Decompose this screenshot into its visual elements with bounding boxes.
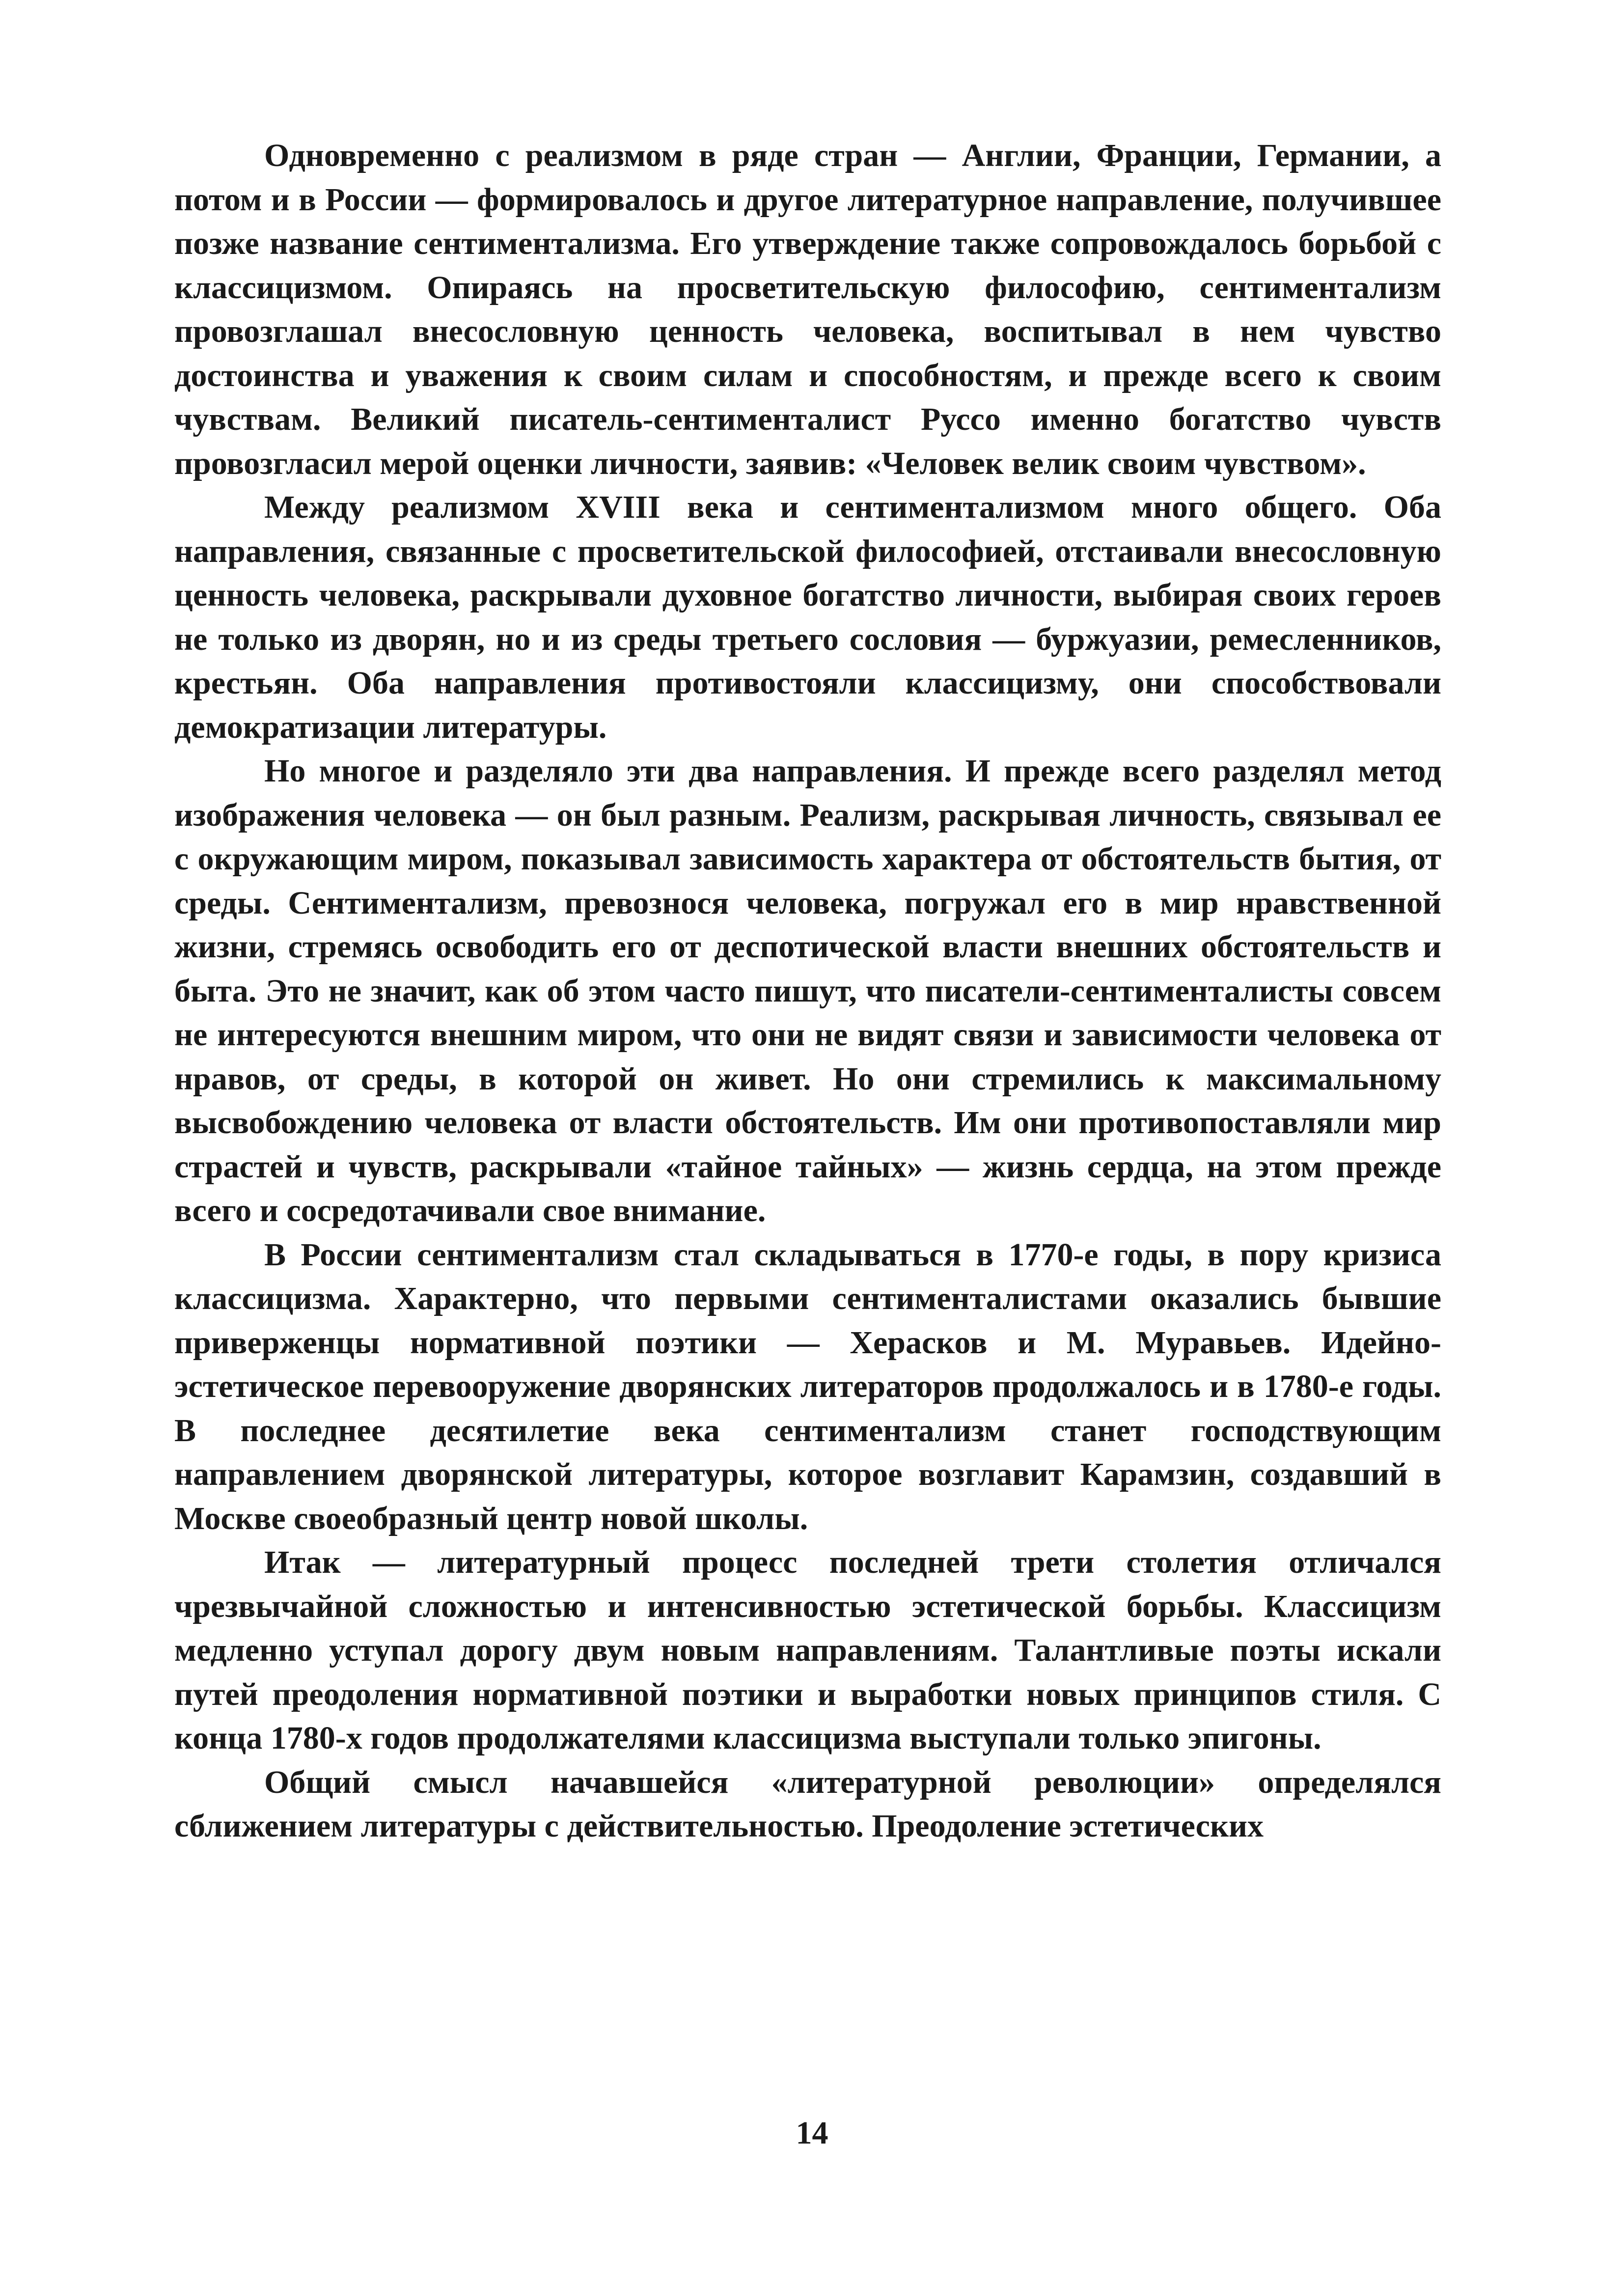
main-text [174,134,1441,1848]
paragraph-6: Общий смысл начавшейся «литературной революции» определялся сближением литературы с действительностью. Преодоление эстетических [174,1764,1441,1844]
paragraph-4: В России сентиментализм стал складываться в 1770-е годы, в пору кризиса классицизма. Характерно, что первыми сентименталистами оказались бывшие приверженцы нормативной поэтики — Херасков и М. Муравьев. Идейно-эстетическое перевооружение дворянских литераторов продолжалось и в 1780-е годы. В последнее десятилетие века сентиментализм станет господствующим направлением дворянской литературы, которое возглавит Карамзин, создавший в Москве своеобразный центр новой школы. [174,1236,1441,1536]
page-number: 14 [796,2115,828,2151]
paragraph-1: Одновременно с реализмом в ряде стран — Англии, Франции, Германии, а потом и в России — формировалось и другое литературное направление, получившее позже название сентиментализма. Его утверждение также сопровождалось борьбой с классицизмом. Опираясь на просветительскую философию, сентиментализм провозглашал внесословную ценность человека, воспитывал в нем чувство достоинства и уважения к своим силам и способностям, и прежде всего к своим чувствам. Великий писатель-сентименталист Руссо именно богатство чувств провозгласил мерой оценки личности, заявив: «Человек велик своим чувством». [174,138,1441,481]
paragraph-2: Между реализмом XVIII века и сентиментализмом много общего. Оба направления, связанные с просветительской философией, отстаивали внесословную ценность человека, раскрывали духовное богатство личности, выбирая своих героев не только из дворян, но и из среды третьего сословия — буржуазии, ремесленников, крестьян. Оба направления противостояли классицизму, они способствовали демократизации литературы. [174,489,1441,745]
paragraph-3: Но многое и разделяло эти два направления. И прежде всего разделял метод изображения человека — он был разным. Реализм, раскрывая личность, связывал ее с окружающим миром, показывал зависимость характера от обстоятельств бытия, от среды. Сентиментализм, превознося человека, погружал его в мир нравственной жизни, стремясь освободить его от деспотической власти внешних обстоятельств и быта. Это не значит, как об этом часто пишут, что писатели-сентименталисты совсем не интересуются внешним миром, что они не видят связи и зависимости человека от нравов, от среды, в которой он живет. Но они стремились к максимальному высвобождению человека от власти обстоятельств. Им они противопоставляли мир страстей и чувств, раскрывали «тайное тайных» — жизнь сердца, на этом прежде всего и сосредотачивали свое внимание. [174,753,1441,1228]
paragraph-5: Итак — литературный процесс последней трети столетия отличался чрезвычайной сложностью и интенсивностью эстетической борьбы. Классицизм медленно уступал дорогу двум новым направлениям. Талантливые поэты искали путей преодоления нормативной поэтики и выработки новых принципов стиля. С конца 1780-х годов продолжателями классицизма выступали только эпигоны. [174,1544,1441,1756]
